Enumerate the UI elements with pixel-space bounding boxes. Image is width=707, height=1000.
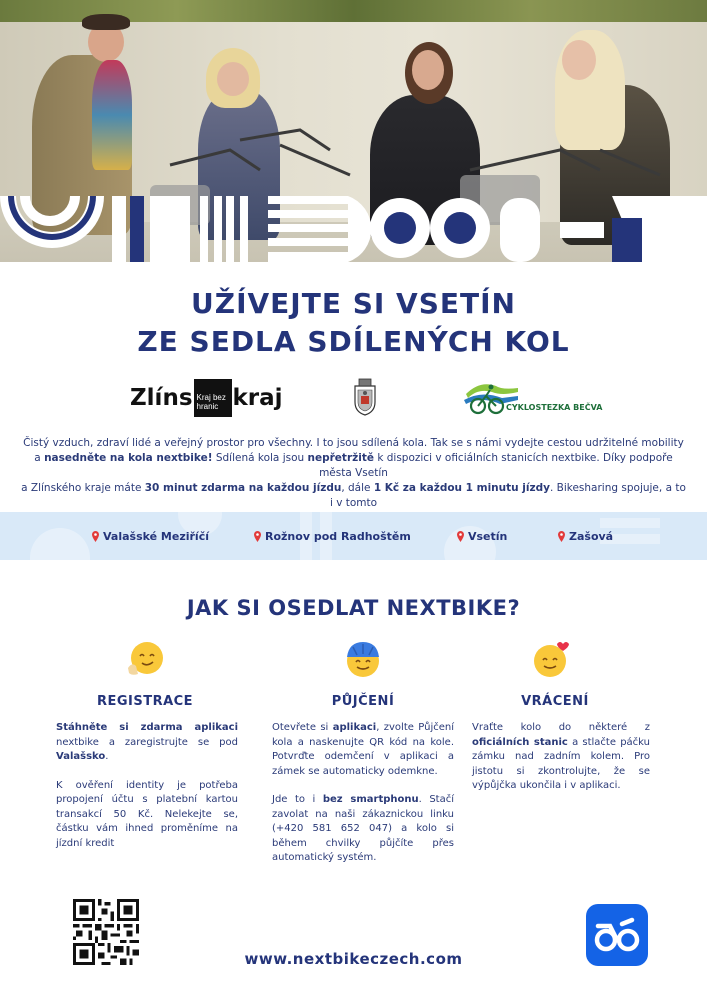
map-pin-icon <box>254 531 261 542</box>
zlin-region-logo <box>130 378 283 418</box>
zlin-logo-word-1: Zlíns <box>130 385 193 411</box>
waving-smiley-icon <box>126 640 164 678</box>
step-title-pujceni: PŮJČENÍ <box>331 694 395 709</box>
nextbike-app-icon[interactable] <box>586 904 648 966</box>
step-title-registrace: REGISTRACE <box>96 694 194 709</box>
hero-decor-shapes <box>0 188 707 262</box>
howto-title: JAK SI OSEDLAT NEXTBIKE? <box>186 596 521 620</box>
hero-photo <box>0 0 707 262</box>
website-link[interactable]: www.nextbikeczech.com <box>244 950 463 968</box>
map-pin-icon <box>457 531 464 542</box>
step-text-vraceni: Vraťte kolo do některé z oficiálních stanic a stlačte páčku zámku nad zadním kolem. Pro jistotu si zkontrolujte, že se výpůjčka ukončila i v aplikaci. <box>472 722 651 791</box>
locations-band <box>0 512 707 560</box>
zlin-logo-box: Kraj bez hranic <box>194 379 232 417</box>
location-vsetin: Vsetín <box>457 530 507 543</box>
vsetin-crest-icon <box>351 378 379 416</box>
page-title-line-1: UŽÍVEJTE SI VSETÍN <box>191 287 516 320</box>
location-valasske-mezirici: Valašské Meziříčí <box>92 530 209 543</box>
location-roznov: Rožnov pod Radhoštěm <box>254 530 411 543</box>
zlin-logo-word-2: kraj <box>232 385 283 411</box>
cyklostezka-logo-label: CYKLOSTEZKA BEČVA <box>506 403 603 412</box>
location-zasova: Zašová <box>558 530 613 543</box>
intro-paragraph: Čistý vzduch, zdraví lidé a veřejný prostor pro všechny. I to jsou sdílená kola. Tak se s námi vydejte cestou udržitelné mobility a nasedněte na kola nextbike! Sdílená kola jsou nepřetržitě k dispozici v oficiálních stanicích nextbike. Díky podpoře města Vsetín a Zlínského kraje máte 30 minut zdarma na každou jízdu, dále 1 Kč za každou 1 minutu jízdy. Bikesharing spojuje, a to i v tomto <box>21 437 686 509</box>
page-title <box>0 285 707 361</box>
map-pin-icon <box>92 531 99 542</box>
step-text-pujceni: Otevřete si aplikaci, zvolte Půjčení kola a naskenujte QR kód na kole. Potvrďte odemčení v aplikaci a zámek se automaticky odemkne. Jde to i bez smartphonu. Stačí zavolat na naši zákaznickou linku (+420 581 652 047) a kolo si během chvilky půjčíte přes automatický systém. <box>272 722 455 863</box>
heart-smiley-icon <box>532 640 570 678</box>
page-title-line-2: ZE SEDLA SDÍLENÝCH KOL <box>137 325 570 358</box>
step-title-vraceni: VRÁCENÍ <box>521 694 589 709</box>
nextbike-logo-icon <box>586 904 648 966</box>
cyklostezka-becva-logo <box>462 378 603 418</box>
step-text-registrace: Stáhněte si zdarma aplikaci nextbike a zaregistrujte se pod Valašsko. K ověření identity je potřeba propojení účtu s platební kartou transakcí 50 Kč. Nelekejte se, částku vám ihned proměníme na jízdní kredit <box>56 722 238 849</box>
map-pin-icon <box>558 531 565 542</box>
helmet-smiley-icon <box>344 640 382 678</box>
